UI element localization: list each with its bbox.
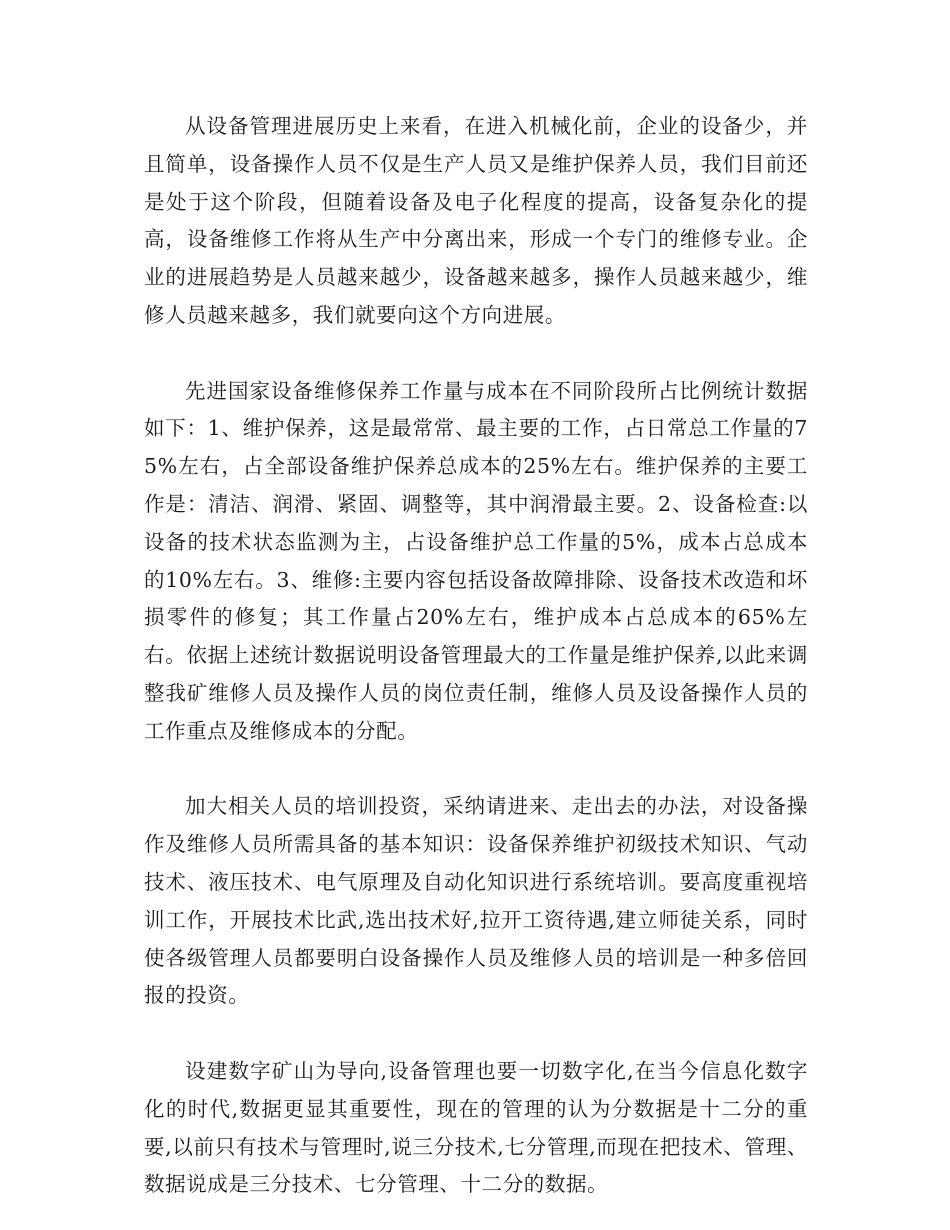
paragraph-training-investment: 加大相关人员的培训投资，采纳请进来、走出去的办法，对设备操作及维修人员所需具备的基本知识：设备保养维护初级技术知识、气动技术、液压技术、电气原理及自动化知识进行系统培训。要高度重视培训工作，开展技术比武,选出技术好,拉开工资待遇,建立师徒关系，同时使各级管理人员都要明白设备操作人员及维修人员的培训是一种多倍回报的投资。 [144, 794, 808, 1008]
paragraph-equipment-history: 从设备管理进展历史上来看，在进入机械化前，企业的设备少，并且简单，设备操作人员不仅是生产人员又是维护保养人员，我们目前还是处于这个阶段，但随着设备及电子化程度的提高，设备复杂化的提高，设备维修工作将从生产中分离出来，形成一个专门的维修专业。企业的进展趋势是人员越来越少，设备越来越多，操作人员越来越少，维修人员越来越多，我们就要向这个方向进展。 [144, 114, 808, 327]
paragraph-digital-mine: 设建数字矿山为导向,设备管理也要一切数字化,在当今信息化数字化的时代,数据更显其重要性，现在的管理的认为分数据是十二分的重要,以前只有技术与管理时,说三分技术,七分管理,而现在把技术、管理、数据说成是三分技术、七分管理、十二分的数据。 [144, 1058, 808, 1197]
document-body [144, 108, 808, 1204]
paragraph-maintenance-statistics: 先进国家设备维修保养工作量与成本在不同阶段所占比例统计数据如下：1、维护保养，这是最常常、最主要的工作，占日常总工作量的75%左右，占全部设备维护保养总成本的25%左右。维护保养的主要工作是：清洁、润滑、紧固、调整等，其中润滑最主要。2、设备检查:以设备的技术状态监测为主，占设备维护总工作量的5%，成本占总成本的10%左右。3、维修:主要内容包括设备故障排除、设备技术改造和坏损零件的修复；其工作量占20%左右，维护成本占总成本的65%左右。依据上述统计数据说明设备管理最大的工作量是维护保养,以此来调整我矿维修人员及操作人员的岗位责任制，维修人员及设备操作人员的工作重点及维修成本的分配。 [144, 378, 808, 743]
